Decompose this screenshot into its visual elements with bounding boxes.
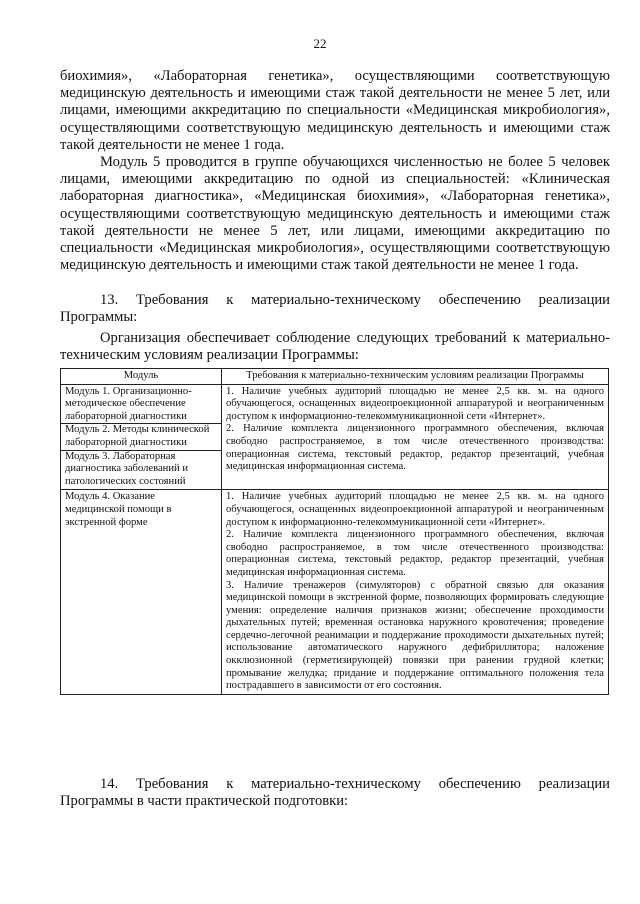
- module-3-label: Модуль 3. Лабораторная диагностика заболеваний и патологических состояний: [61, 450, 221, 489]
- module-4-requirements: [222, 490, 609, 695]
- module-1-label: Модуль 1. Организационно-методическое обеспечение лабораторной диагностики: [65, 385, 192, 422]
- section-13-heading: 13. Требования к материально-техническому обеспечению реализации Программы:: [60, 292, 610, 326]
- table-row: [61, 384, 609, 490]
- table-row: [61, 490, 609, 695]
- modules-1-3-requirements: [222, 384, 609, 490]
- requirement-item: 3. Наличие тренажеров (симуляторов) с обратной связью для оказания медицинской помощи в экстренной форме, позволяющих формировать следующие умения: определение наличия признаков жизни; обеспечение проходимости дыхательных путей; временная остановка наружного кровотечения; проведение сердечно-легочной реанимации и поддержание проходимости дыхательных путей; использование автоматического наружного дефибриллятора; наложение окклюзионной (герметизирующей) повязки при ранении грудной клетки; промывание желудка; придание и поддержание оптимального положения тела пострадавшего в зависимости от его состояния.: [226, 579, 604, 692]
- section-14-heading: 14. Требования к материально-техническому обеспечению реализации Программы в части практической подготовки:: [60, 776, 610, 810]
- modules-1-3-cell: [61, 384, 222, 490]
- paragraph-specialists-continued: биохимия», «Лабораторная генетика», осуществляющими соответствующую медицинскую деятельность и имеющими стаж такой деятельности не менее 5 лет, или лицами, имеющими аккредитацию по специальности «Медицинская микробиология», осуществляющими соответствующую медицинскую деятельность и имеющими стаж такой деятельности не менее 1 года.: [60, 68, 610, 153]
- requirement-item: 2. Наличие комплекта лицензионного программного обеспечения, включая свободно распространяемое, в том числе отечественного производства: операционная система, текстовый редактор, редактор презентаций, учебная медицинская информационная система.: [226, 423, 604, 473]
- paragraph-module5: Модуль 5 проводится в группе обучающихся численностью не более 5 человек лицами, имеющими аккредитацию по одной из специальностей: «Клиническая лабораторная диагностика», «Медицинская биохимия», «Лабораторная генетика», осуществляющими соответствующую медицинскую деятельность и имеющими стаж такой деятельности не менее 5 лет, или лицами, имеющими аккредитацию по специальности «Медицинская микробиология», осуществляющими соответствующую медицинскую деятельность и имеющими стаж такой деятельности не менее 1 года.: [60, 154, 610, 274]
- header-module: Модуль: [61, 369, 222, 385]
- requirement-item: 1. Наличие учебных аудиторий площадью не менее 2,5 кв. м. на одного обучающегося, оснащенных видеопроекционной аппаратурой и неограниченным доступом к информационно-телекоммуникационной сети «Интернет».: [226, 491, 604, 528]
- header-requirements: Требования к материально-техническим условиям реализации Программы: [222, 369, 609, 385]
- requirements-table: [60, 368, 609, 695]
- module-2-label: Модуль 2. Методы клинической лабораторной диагностики: [61, 423, 221, 449]
- module-4-label: Модуль 4. Оказание медицинской помощи в экстренной форме: [61, 490, 222, 695]
- table-header-row: [61, 369, 609, 385]
- requirement-item: 1. Наличие учебных аудиторий площадью не менее 2,5 кв. м. на одного обучающегося, оснащенных видеопроекционной аппаратурой и неограниченным доступом к информационно-телекоммуникационной сети «Интернет».: [226, 385, 604, 422]
- paragraph-organization-requirements: Организация обеспечивает соблюдение следующих требований к материально-техническим условиям реализации Программы:: [60, 330, 610, 364]
- requirement-item: 2. Наличие комплекта лицензионного программного обеспечения, включая свободно распространяемое, в том числе отечественного производства: операционная система, текстовый редактор, редактор презентаций, учебная медицинская информационная система.: [226, 529, 604, 578]
- page-number: 22: [313, 36, 327, 51]
